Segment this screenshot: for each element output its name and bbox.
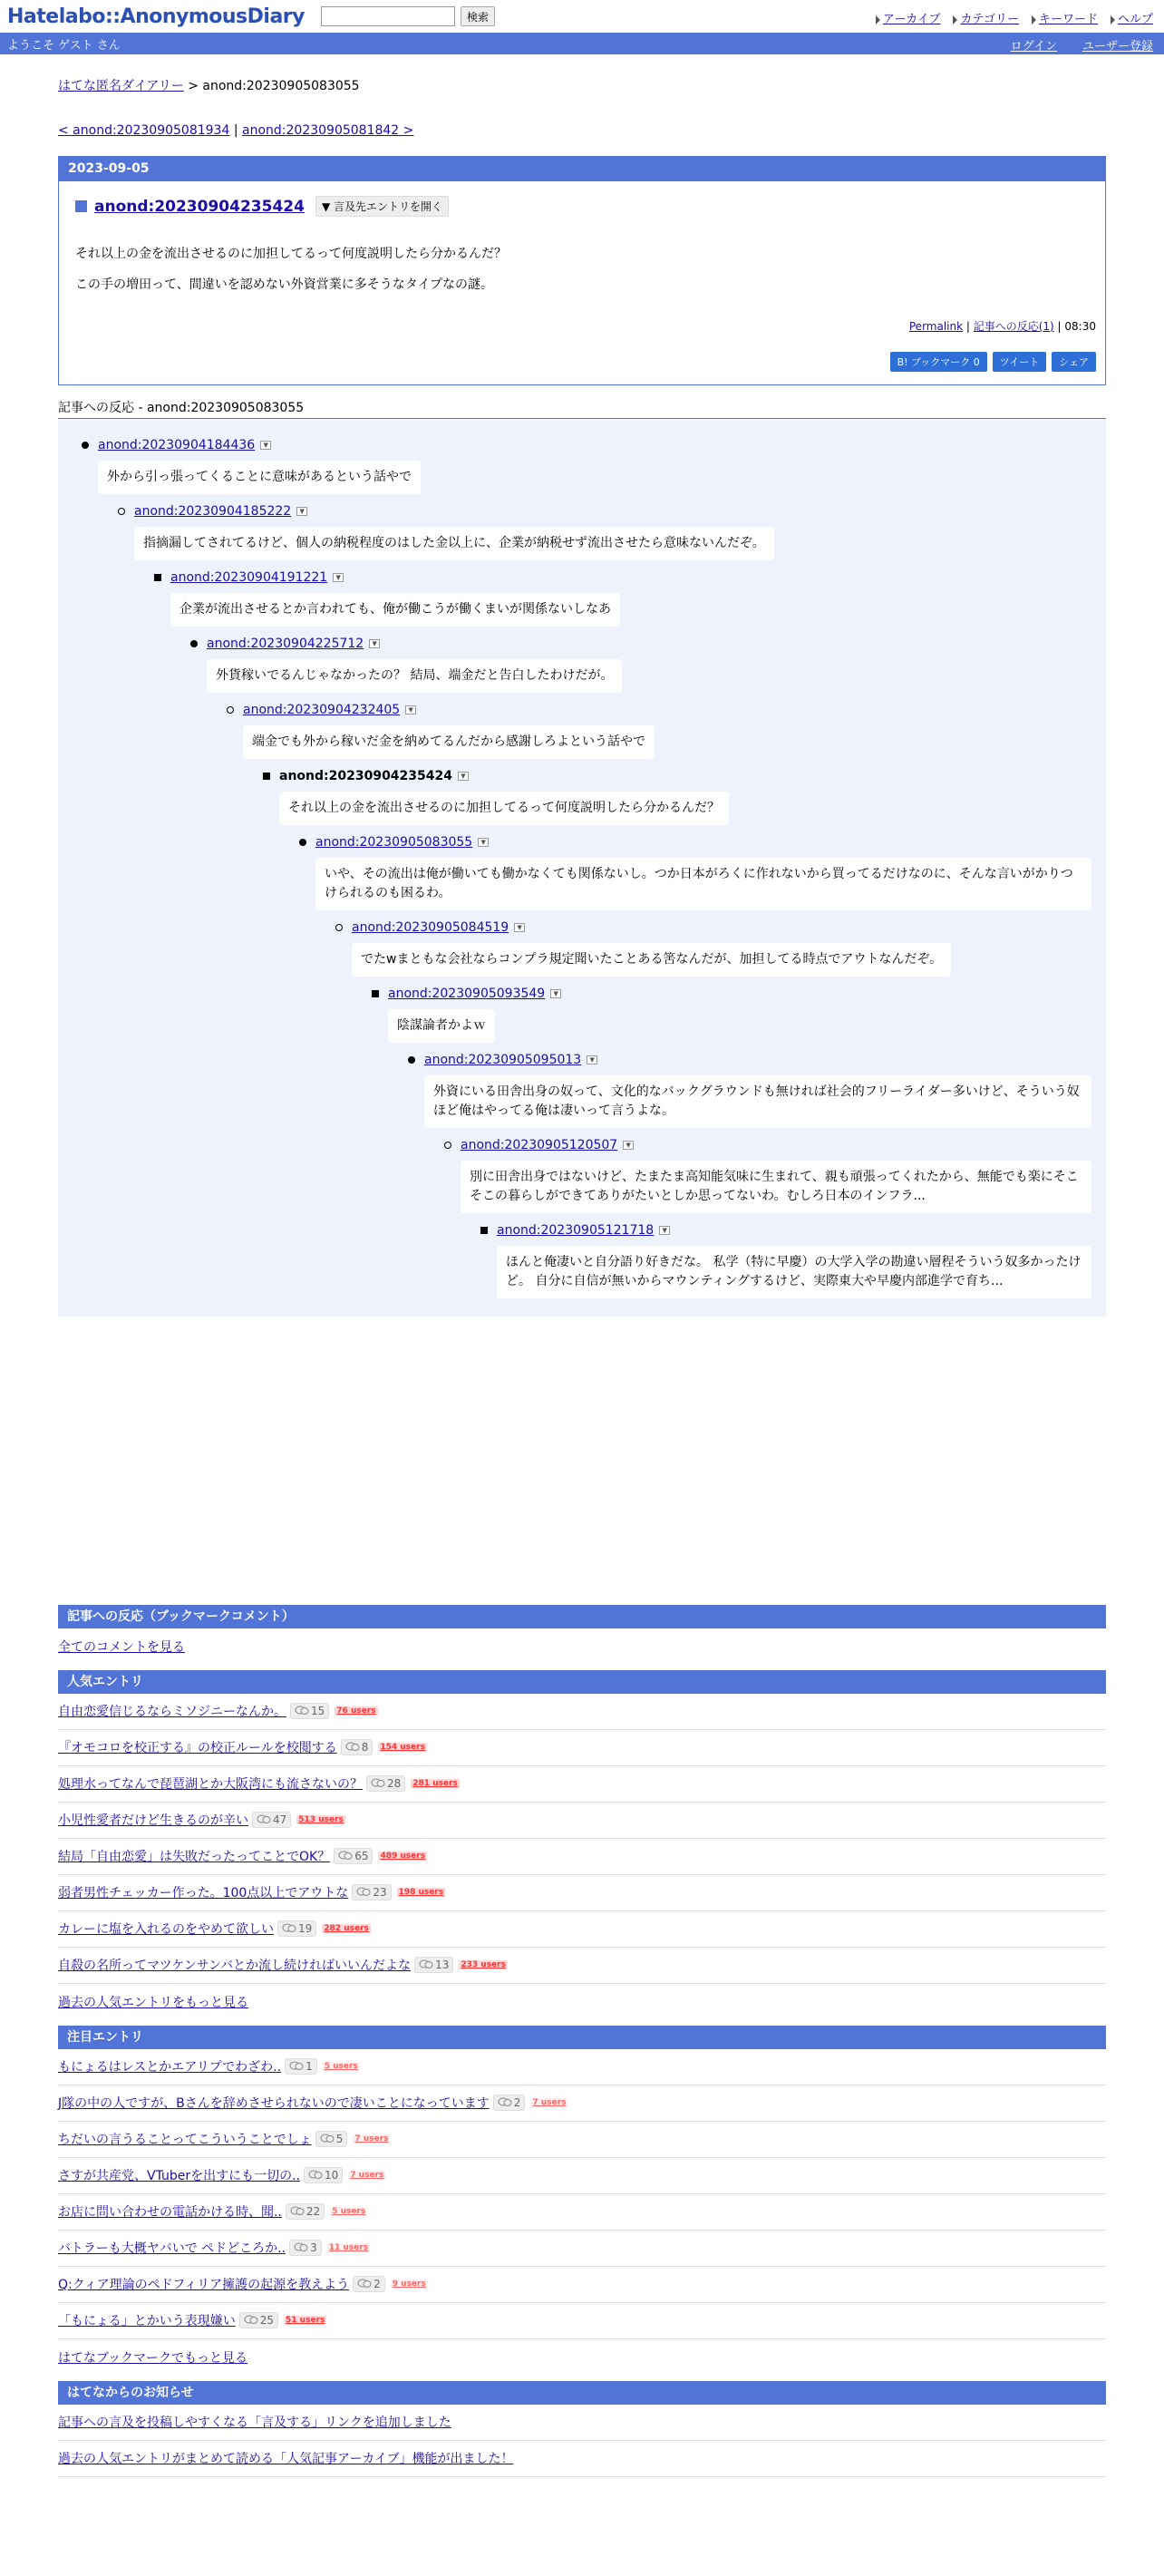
hatena-bookmark-button[interactable]: B! ブックマーク 0 — [890, 352, 987, 372]
popular-list — [58, 1694, 1106, 1984]
bookmark-users-badge[interactable]: 7 users — [532, 2098, 567, 2107]
reference-header — [207, 634, 1091, 654]
comment-count[interactable] — [493, 2095, 526, 2111]
square-icon — [75, 200, 87, 212]
comment-count-value: 8 — [361, 1741, 369, 1754]
entry-time: 08:30 — [1064, 320, 1096, 333]
entry-title-row — [75, 196, 1096, 217]
comment-count[interactable] — [352, 1884, 391, 1900]
reference-excerpt: 外貨稼いでるんじゃなかったの？ 結局、端金だと告白したわけだが。 — [207, 659, 622, 693]
popular-entry — [58, 1694, 1106, 1730]
triangle-right-icon — [1032, 15, 1036, 24]
bookmark-users-badge[interactable]: 7 users — [350, 2171, 384, 2180]
bullet-icon — [118, 508, 125, 515]
comment-count[interactable] — [315, 2131, 348, 2147]
popular-more-row — [58, 1984, 1106, 2018]
reference-item — [58, 634, 1106, 693]
comment-icon — [345, 1742, 360, 1753]
reference-id-link[interactable]: anond:20230904191221 — [170, 570, 328, 585]
bookmark-users-badge[interactable]: 282 users — [324, 1924, 369, 1933]
popular-entry — [58, 1803, 1106, 1839]
reference-excerpt: それ以上の金を流出させるのに加担してるって何度説明したら分かるんだ？ — [279, 792, 729, 825]
popular-entry — [58, 1875, 1106, 1911]
opener-label: 言及先エントリを開く — [333, 200, 442, 213]
popular-entry — [58, 1948, 1106, 1984]
notable-more-link[interactable]: はてなブックマークでもっと見る — [58, 2351, 248, 2366]
reference-header — [315, 832, 1091, 852]
prev-entry-link[interactable]: < anond:20230905081934 — [58, 123, 230, 138]
reference-id-link[interactable]: anond:20230905121718 — [497, 1223, 655, 1238]
news-link[interactable]: 記事への言及を投稿しやすくなる「言及する」リンクを追加しました — [58, 2416, 451, 2430]
notable-heading: 注目エントリ — [58, 2026, 1106, 2049]
nav-archive[interactable] — [876, 9, 941, 26]
comment-icon — [257, 1814, 271, 1825]
reference-header — [98, 435, 1091, 455]
reference-excerpt: 陰謀論者かよｗ — [388, 1009, 495, 1043]
references-heading: 記事への反応 - anond:20230905083055 — [58, 398, 1106, 419]
dropdown-icon[interactable]: ▼ — [369, 639, 380, 648]
notable-entry — [58, 2231, 1106, 2267]
header-nav — [876, 9, 1153, 26]
bookmark-users-badge[interactable]: 154 users — [380, 1743, 425, 1752]
comment-count-value: 3 — [310, 2241, 317, 2254]
bullet-icon — [480, 1227, 488, 1234]
bullet-icon — [408, 1056, 415, 1064]
reference-item — [58, 984, 1106, 1043]
reference-excerpt: ほんと俺凄いと自分語り好きだな。 私学（特に早慶）の大学入学の勘違い層程そういう奴多かったけど。 自分に自信が無いからマウンティングするけど、実際東大や早慶内部進学で育ち... — [497, 1246, 1091, 1298]
triangle-right-icon — [876, 15, 880, 24]
dropdown-icon[interactable]: ▼ — [659, 1226, 670, 1235]
reference-item — [58, 501, 1106, 560]
bullet-icon — [82, 442, 89, 449]
entry-title[interactable]: anond:20230904235424 — [94, 197, 305, 216]
nav-keyword-link[interactable]: キーワード — [1038, 13, 1098, 26]
nav-keyword[interactable] — [1032, 9, 1098, 26]
nav-category[interactable] — [953, 9, 1018, 26]
tweet-button[interactable]: ツイート — [993, 352, 1046, 372]
dropdown-icon[interactable]: ▼ — [458, 772, 469, 781]
notable-entry — [58, 2158, 1106, 2194]
comment-icon — [295, 1706, 309, 1716]
reference-header — [388, 984, 1091, 1004]
reference-item — [58, 1220, 1106, 1298]
reference-id-link[interactable]: anond:20230905084519 — [352, 920, 509, 935]
reference-excerpt: 外資にいる田舎出身の奴って、文化的なバックグラウンドも無ければ社会的フリーライダー多いけど、そういう奴ほど俺はやってる俺は凄いって言うよな。 — [424, 1075, 1091, 1128]
comment-count[interactable] — [290, 1703, 329, 1719]
entry-section — [59, 181, 1105, 384]
dropdown-icon[interactable]: ▼ — [550, 989, 561, 998]
login-link[interactable]: ログイン — [1010, 40, 1057, 53]
bullet-icon — [299, 839, 306, 846]
reference-header — [170, 568, 1091, 588]
breadcrumb-current: anond:20230905083055 — [202, 79, 360, 93]
reference-item — [58, 568, 1106, 627]
notable-entry — [58, 2194, 1106, 2231]
bookmark-users-badge[interactable]: 233 users — [461, 1960, 506, 1969]
comment-count[interactable] — [286, 2203, 325, 2220]
next-entry-link[interactable]: anond:20230905081842 > — [242, 123, 414, 138]
entry-paragraph: この手の増田って、間違いを認めない外資営業に多そうなタイプなの謎。 — [75, 277, 494, 292]
bullet-icon — [263, 773, 270, 780]
reference-header — [279, 766, 1091, 786]
comment-icon — [338, 1851, 353, 1862]
reference-item — [58, 700, 1106, 759]
nav-category-link[interactable]: カテゴリー — [960, 13, 1019, 26]
reference-item — [58, 1050, 1106, 1128]
triangle-right-icon — [1111, 15, 1115, 24]
day-date: 2023-09-05 — [59, 157, 1105, 181]
popular-entry — [58, 1911, 1106, 1948]
notable-list — [58, 2049, 1106, 2339]
share-buttons — [75, 352, 1096, 372]
comment-count[interactable] — [341, 1739, 373, 1755]
site-header — [0, 0, 1164, 33]
bookmark-users-badge[interactable]: 7 users — [354, 2134, 389, 2143]
comment-icon — [294, 2242, 308, 2253]
entry-link[interactable]: 弱者男性チェッカー作った。100点以上でアウトな — [58, 1886, 349, 1900]
entry-link[interactable]: お店に問い合わせの電話かける時、聞.. — [58, 2205, 282, 2220]
reference-excerpt: 指摘漏してされてるけど、個人の納税程度のはした金以上に、企業が納税せず流出させたら意味ないんだぞ。 — [134, 527, 774, 560]
bullet-icon — [154, 574, 161, 581]
comment-icon — [419, 1959, 433, 1970]
permalink[interactable]: Permalink — [908, 320, 964, 333]
reference-id-link[interactable]: anond:20230905093549 — [388, 987, 546, 1001]
breadcrumb-sep: > — [183, 79, 203, 93]
dropdown-icon[interactable]: ▼ — [296, 507, 307, 516]
pager-sep: | — [229, 123, 243, 138]
news-item — [58, 2405, 1106, 2441]
comment-count[interactable] — [353, 2276, 385, 2292]
comment-count-value: 25 — [259, 2314, 275, 2327]
dropdown-icon[interactable]: ▼ — [514, 923, 525, 932]
entry-link[interactable]: さすが共産党、VTuberを出すにも一切の.. — [58, 2169, 301, 2183]
reference-excerpt: 企業が流出させるとか言われても、俺が働こうが働くまいが関係ないしなあ — [170, 593, 620, 627]
comment-icon — [244, 2315, 258, 2326]
facebook-share-button[interactable]: シェア — [1052, 352, 1096, 372]
entry-footer: Permalink | 記事への反応(1) | 08:30 — [908, 320, 1096, 333]
bookmark-users-badge[interactable]: 281 users — [412, 1779, 458, 1788]
comment-count[interactable] — [277, 1920, 316, 1937]
comment-icon — [357, 2279, 372, 2289]
comment-icon — [290, 2206, 305, 2217]
reference-header — [243, 700, 1091, 720]
comment-count-value: 10 — [325, 2169, 339, 2182]
breadcrumb-home[interactable]: はてな匿名ダイアリー — [58, 79, 184, 93]
comment-count[interactable] — [334, 1848, 373, 1864]
triangle-right-icon — [953, 15, 957, 24]
popular-entry — [58, 1730, 1106, 1766]
search-button[interactable]: 検索 — [461, 6, 495, 26]
bookmark-users-badge[interactable]: 11 users — [328, 2243, 369, 2252]
comment-count[interactable] — [366, 1775, 405, 1792]
comment-count-value: 5 — [335, 2133, 344, 2145]
comment-count-value: 1 — [306, 2060, 313, 2073]
bookmark-users-badge[interactable]: 198 users — [398, 1888, 444, 1897]
popular-entry — [58, 1839, 1106, 1875]
register-link[interactable]: ユーザー登録 — [1082, 40, 1153, 53]
welcome-text: ようこそ ゲスト さん — [7, 38, 121, 53]
reference-excerpt: でたwまともな会社ならコンプラ規定聞いたことある筈なんだが、加担してる時点でアウトなんだぞ。 — [352, 943, 951, 977]
news-link[interactable]: 過去の人気エントリがまとめて読める「人気記事アーカイブ」機能が出ました！ — [58, 2452, 514, 2466]
popular-entry — [58, 1766, 1106, 1803]
bookmark-comments-heading: 記事への反応（ブックマークコメント） — [58, 1605, 1106, 1628]
comment-count-value: 23 — [373, 1886, 387, 1899]
reference-item — [58, 766, 1106, 825]
comment-icon — [320, 2134, 335, 2144]
entry-link[interactable]: 『オモコロを校正する』の校正ルールを校閲する — [58, 1741, 337, 1755]
bookmark-users-badge[interactable]: 513 users — [298, 1815, 344, 1824]
reference-header — [461, 1135, 1091, 1155]
dropdown-icon[interactable]: ▼ — [333, 573, 344, 582]
ad-space — [58, 1317, 1106, 1598]
reference-id-link[interactable]: anond:20230904184436 — [98, 438, 256, 452]
reference-id-link[interactable]: anond:20230905083055 — [315, 835, 473, 850]
bookmark-users-badge[interactable]: 76 users — [336, 1706, 376, 1716]
entry-link[interactable]: 自殺の名所ってマツケンサンバとか流し続ければいいんだよな — [58, 1959, 412, 1973]
comment-count[interactable] — [252, 1812, 291, 1828]
reference-excerpt: 別に田舎出身ではないけど、たまたま高知能気味に生まれて、親も頑張ってくれたから、無能でも楽にそこそこの暮らしができてありがたいとしか思ってないわ。むしろ日本のインフラ... — [461, 1161, 1091, 1213]
reference-excerpt: 外から引っ張ってくることに意味があるという話やで — [98, 461, 421, 494]
entry-link[interactable]: バトラーも大概ヤバいで ペドどころか.. — [58, 2241, 286, 2256]
comment-icon — [289, 2061, 304, 2072]
comment-count-value: 47 — [273, 1813, 287, 1826]
comment-icon — [282, 1923, 296, 1934]
entry-link[interactable]: もにょるはレスとかエアリプでわざわ.. — [58, 2060, 282, 2075]
breadcrumb — [58, 76, 1106, 94]
site-logo[interactable]: Hatelabo::AnonymousDiary — [7, 5, 305, 28]
comment-count[interactable] — [285, 2058, 317, 2075]
reference-item — [58, 1135, 1106, 1213]
dropdown-icon[interactable]: ▼ — [405, 705, 416, 714]
reference-header — [497, 1220, 1091, 1240]
comment-icon — [308, 2170, 323, 2181]
comment-count-value: 15 — [311, 1705, 325, 1717]
entry-body — [75, 244, 1096, 293]
bullet-icon — [444, 1142, 451, 1149]
bookmark-users-badge[interactable]: 5 users — [332, 2207, 366, 2216]
comment-count-value: 65 — [354, 1850, 369, 1862]
entry-link[interactable]: Q:クィア理論のペドフィリア擁護の起源を教えよう — [58, 2278, 350, 2292]
comment-count-value: 28 — [387, 1777, 402, 1790]
comment-icon — [371, 1778, 385, 1789]
notable-more-row — [58, 2339, 1106, 2374]
entry-link[interactable]: カレーに塩を入れるのをやめて欲しい — [58, 1922, 274, 1937]
reference-header — [352, 918, 1091, 938]
user-bar — [0, 33, 1164, 54]
bullet-icon — [227, 706, 234, 714]
reference-item — [58, 832, 1106, 910]
entry-paragraph: それ以上の金を流出させるのに加担してるって何度説明したら分かるんだ？ — [75, 247, 507, 261]
news-heading: はてなからのお知らせ — [58, 2381, 1106, 2405]
dropdown-icon[interactable]: ▼ — [587, 1055, 597, 1064]
comment-count[interactable] — [414, 1957, 453, 1973]
comment-icon — [498, 2097, 512, 2108]
notable-entry — [58, 2085, 1106, 2122]
comment-icon — [356, 1887, 371, 1898]
references-tree — [58, 419, 1106, 1317]
day-block — [58, 156, 1106, 385]
reference-excerpt: いや、その流出は俺が働いても働かなくても関係ないし。つか日本がろくに作れないから買ってるだけなのに、そんな言いがかりつけられるのも困るわ。 — [315, 858, 1091, 910]
nav-help-link[interactable]: ヘルプ — [1117, 13, 1153, 26]
dropdown-icon[interactable]: ▼ — [478, 838, 489, 847]
search-input[interactable] — [321, 6, 455, 26]
comment-count-value: 2 — [513, 2096, 521, 2109]
popular-heading: 人気エントリ — [58, 1670, 1106, 1694]
entry-link[interactable]: 小児性愛者だけど生きるのが辛い — [58, 1813, 248, 1828]
all-comments-row — [58, 1628, 1106, 1663]
notable-entry — [58, 2267, 1106, 2303]
bullet-icon — [190, 640, 198, 647]
pager — [58, 123, 1106, 138]
open-referenced-entry-button[interactable]: ▼ 言及先エントリを開く — [315, 196, 449, 217]
entry-link[interactable]: ちだいの言うることってこういうことでしょ — [58, 2133, 312, 2147]
reference-id-link[interactable]: anond:20230905095013 — [424, 1053, 582, 1067]
main-content — [58, 76, 1106, 2477]
all-comments-link[interactable]: 全てのコメントを見る — [58, 1640, 185, 1655]
notable-entry — [58, 2303, 1106, 2339]
reference-item — [58, 918, 1106, 977]
bookmark-users-badge[interactable]: 51 users — [286, 2316, 325, 2325]
comment-count-value: 19 — [298, 1922, 313, 1935]
reference-id-link[interactable]: anond:20230904225712 — [207, 637, 364, 651]
bookmark-users-badge[interactable]: 5 users — [324, 2062, 358, 2071]
dropdown-icon[interactable]: ▼ — [260, 441, 271, 450]
reference-id-link[interactable]: anond:20230904232405 — [243, 703, 401, 717]
nav-archive-link[interactable]: アーカイブ — [882, 13, 941, 26]
entry-link[interactable]: 自由恋愛信じるならミソジニーなんか。 — [58, 1705, 286, 1719]
entry-link[interactable]: 「もにょる」とかいう表現嫌い — [58, 2314, 236, 2328]
comment-count[interactable] — [304, 2167, 343, 2183]
comment-count-value: 13 — [435, 1959, 450, 1971]
reference-id-link[interactable]: anond:20230904185222 — [134, 504, 292, 519]
reference-item — [58, 435, 1106, 494]
entry-link[interactable]: J隊の中の人ですが、Bさんを辞めさせられないので凄いことになっています — [58, 2096, 490, 2111]
popular-more-link[interactable]: 過去の人気エントリをもっと見る — [58, 1996, 248, 2010]
reactions-link[interactable]: 記事への反応(1) — [973, 320, 1054, 333]
entry-link[interactable]: 結局「自由恋愛」は失敗だったってことでOK？ — [58, 1850, 331, 1864]
bookmark-users-badge[interactable]: 489 users — [380, 1852, 426, 1861]
bullet-icon — [372, 990, 379, 997]
news-item — [58, 2441, 1106, 2477]
comment-count-value: 2 — [373, 2278, 381, 2290]
comment-count[interactable] — [289, 2240, 322, 2256]
reference-id-link[interactable]: anond:20230905120507 — [461, 1138, 618, 1152]
reference-header — [134, 501, 1091, 521]
comment-count-value: 22 — [306, 2205, 321, 2218]
bookmark-users-badge[interactable]: 9 users — [392, 2280, 426, 2289]
notable-entry — [58, 2122, 1106, 2158]
nav-help[interactable] — [1111, 9, 1153, 26]
entry-link[interactable]: 処理水ってなんで琵琶湖とか大阪湾にも流さないの？ — [58, 1777, 363, 1792]
reference-header — [424, 1050, 1091, 1070]
reference-excerpt: 端金でも外から稼いだ金を納めてるんだから感謝しろよという話やで — [243, 725, 655, 759]
reference-id-link: anond:20230904235424 — [279, 769, 452, 783]
notable-entry — [58, 2049, 1106, 2085]
comment-count[interactable] — [239, 2312, 278, 2328]
dropdown-icon[interactable]: ▼ — [623, 1141, 634, 1150]
bullet-icon — [335, 924, 343, 931]
